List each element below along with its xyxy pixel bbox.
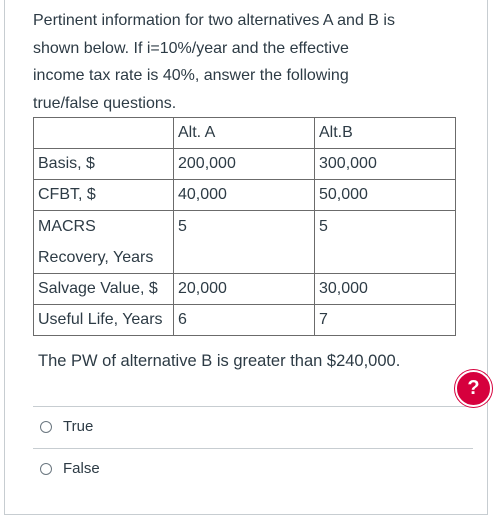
table-row bbox=[34, 305, 456, 336]
option-divider bbox=[33, 448, 473, 449]
alt-a-value: 40,000 bbox=[174, 180, 315, 211]
table-header-cell: Alt. A bbox=[174, 118, 315, 149]
row-label: CFBT, $ bbox=[34, 180, 174, 211]
row-label bbox=[34, 211, 174, 274]
alt-b-value: 50,000 bbox=[315, 180, 456, 211]
alt-a-value-text: 5 bbox=[178, 218, 187, 235]
table-header-cell: Alt.B bbox=[315, 118, 456, 149]
option-label: False bbox=[63, 460, 100, 477]
alt-a-value: 6 bbox=[174, 305, 315, 336]
question-line: true/false questions. bbox=[33, 94, 177, 112]
option-true[interactable] bbox=[40, 418, 93, 435]
alternatives-table bbox=[33, 117, 456, 336]
row-label: Useful Life, Years bbox=[34, 305, 174, 336]
question-text bbox=[33, 7, 463, 117]
question-line: income tax rate is 40%, answer the following bbox=[33, 67, 349, 84]
alt-b-value: 300,000 bbox=[315, 149, 456, 180]
row-label: Basis, $ bbox=[34, 149, 174, 180]
option-label: True bbox=[63, 418, 94, 435]
radio-false[interactable] bbox=[40, 463, 52, 475]
alt-b-value-text: 5 bbox=[319, 218, 328, 235]
table-row bbox=[34, 274, 456, 305]
help-button[interactable] bbox=[455, 370, 492, 407]
option-false[interactable] bbox=[40, 460, 100, 477]
row-label-line: Recovery, Years bbox=[38, 249, 154, 266]
statement-text: The PW of alternative B is greater than $240,000. bbox=[38, 352, 401, 370]
row-label: Salvage Value, $ bbox=[34, 274, 174, 305]
alt-b-value: 30,000 bbox=[315, 274, 456, 305]
table-row bbox=[34, 211, 456, 274]
option-divider bbox=[33, 406, 473, 407]
question-line: Pertinent information for two alternatives A and B is bbox=[33, 12, 395, 29]
alt-b-value bbox=[315, 211, 456, 274]
alt-a-value bbox=[174, 211, 315, 274]
radio-true[interactable] bbox=[40, 421, 52, 433]
row-label-line: MACRS bbox=[38, 218, 96, 235]
table-row bbox=[34, 180, 456, 211]
table-header-cell bbox=[34, 118, 174, 149]
alt-a-value: 20,000 bbox=[174, 274, 315, 305]
question-card bbox=[4, 0, 488, 515]
alt-b-value: 7 bbox=[315, 305, 456, 336]
question-line: shown below. If i=10%/year and the effective bbox=[33, 39, 349, 57]
table-row bbox=[34, 149, 456, 180]
question-mark-icon: ? bbox=[467, 377, 480, 399]
table-header-row bbox=[34, 118, 456, 149]
alt-a-value: 200,000 bbox=[174, 149, 315, 180]
